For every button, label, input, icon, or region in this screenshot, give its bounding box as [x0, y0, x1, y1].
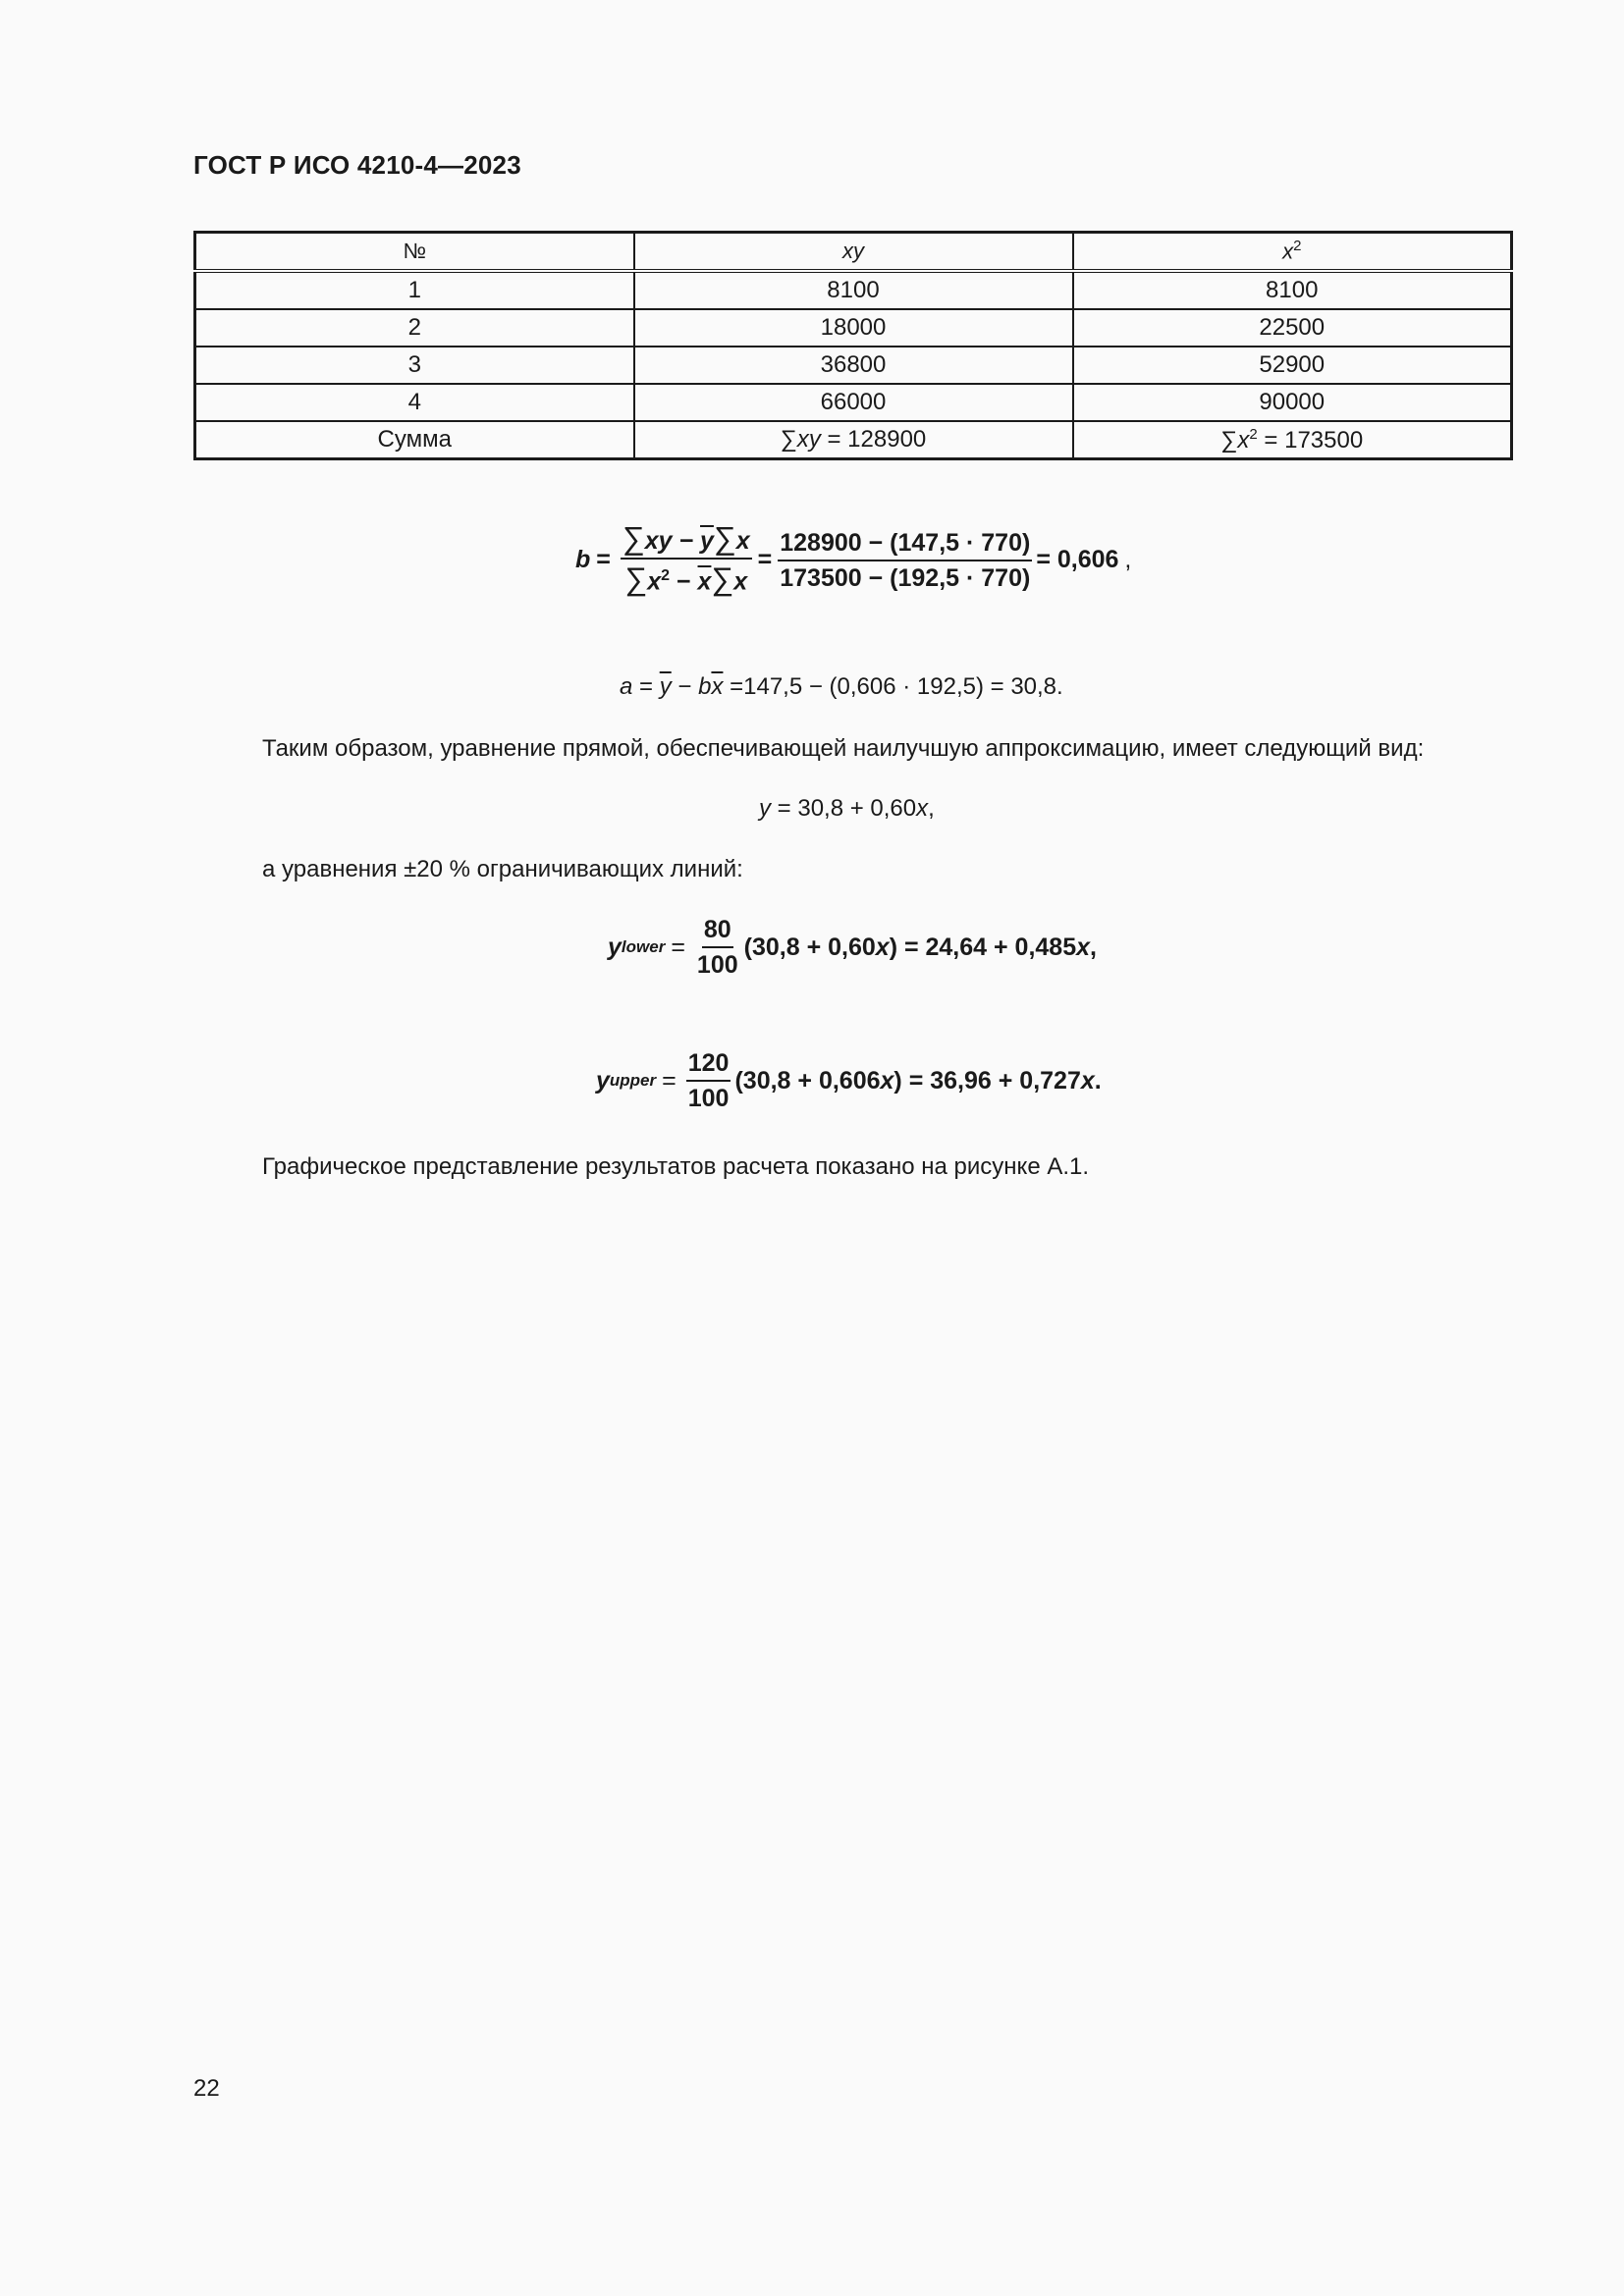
sum-x2-var: x [1237, 426, 1250, 454]
table-row [195, 384, 1512, 421]
paragraph-limit-lines: а уравнения ±20 % ограничивающих линий: [262, 856, 743, 882]
table-cell-x2: 8100 [1073, 271, 1512, 309]
formula-a-b: b [698, 673, 712, 700]
formula-a-a: a [620, 673, 633, 700]
table-cell-number: 4 [195, 384, 634, 421]
formula-b-num-xy: xy − [644, 527, 701, 555]
formula-b-num-x: x [735, 527, 750, 555]
formula-lower-close: ) = 24,64 + 0,485 [889, 933, 1077, 961]
formula-lower-fraction [695, 915, 740, 980]
formula-upper-end: . [1094, 1066, 1102, 1095]
table-sum-row [195, 421, 1512, 459]
table-cell-xy: 36800 [634, 347, 1073, 384]
calculation-table [193, 231, 1513, 460]
formula-lower-x2: x [1076, 933, 1091, 961]
formula-upper-body-text: (30,8 + 0,606 [734, 1066, 881, 1095]
paragraph-figure-reference: Графическое представление результатов расчета показано на рисунке А.1. [262, 1153, 1090, 1180]
formula-a-xbar: $\overline{x}$ [711, 673, 724, 700]
formula-b-num-symbolic [621, 520, 752, 560]
sigma-symbol: ∑ [711, 561, 734, 597]
sum-label: Сумма [195, 421, 634, 459]
table-cell-number: 2 [195, 309, 634, 347]
sum-x2 [1073, 421, 1512, 459]
formula-lower-y: y [608, 933, 622, 961]
formula-a-eq: = [632, 673, 660, 700]
table-cell-number: 3 [195, 347, 634, 384]
line-equation [759, 795, 935, 823]
formula-b-num-ybar: $\overline{y}$ [700, 527, 714, 555]
formula-upper-close: ) = 36,96 + 0,727 [893, 1066, 1081, 1095]
formula-upper-eq: = [662, 1066, 677, 1095]
formula-a [620, 673, 1063, 701]
line-equation-y: y [759, 795, 771, 822]
table-row [195, 271, 1512, 309]
formula-upper-x2: x [1080, 1066, 1095, 1095]
formula-b-fraction-numeric [778, 528, 1032, 593]
formula-a-ybar: $\overline{y}$ [659, 673, 672, 700]
formula-b-den-xbar: $\overline{x}$ [697, 567, 712, 596]
formula-b-den-x: x [647, 567, 662, 596]
formula-lower-body [608, 915, 1097, 980]
table-row [195, 347, 1512, 384]
formula-b-body [575, 520, 1132, 597]
table-cell-xy: 66000 [634, 384, 1073, 421]
formula-b-den-value: 173500 − (192,5 · 770) [780, 563, 1031, 592]
formula-upper-sub: upper [609, 1071, 657, 1090]
formula-b-fraction-symbolic [621, 520, 752, 597]
formula-a-minus: − [671, 673, 699, 700]
formula-upper-den: 100 [687, 1085, 730, 1112]
formula-b-eq: = [596, 546, 611, 574]
sigma-symbol: ∑ [713, 520, 736, 556]
table-cell-x2: 90000 [1073, 384, 1512, 421]
column-header-x2-exp: 2 [1293, 238, 1302, 255]
sum-xy-value: = 128900 [820, 426, 927, 453]
paragraph-best-fit: Таким образом, уравнение прямой, обеспечивающей наилучшую аппроксимацию, имеет следующий вид: [262, 735, 1425, 762]
formula-b-den-symbolic [623, 560, 749, 596]
table-row [195, 309, 1512, 347]
formula-upper-num: 120 [686, 1048, 731, 1082]
column-header-x2 [1073, 233, 1512, 272]
formula-upper-body [596, 1048, 1102, 1113]
formula-b-trail: , [1124, 546, 1132, 574]
line-equation-end: , [928, 795, 935, 822]
formula-a-rest: =147,5 − (0,606 · 192,5) = 30,8. [723, 673, 1063, 700]
formula-b-result: = 0,606 [1036, 546, 1119, 574]
formula-upper-x: x [880, 1066, 894, 1095]
document-header: ГОСТ Р ИСО 4210-4—2023 [193, 150, 521, 180]
table-cell-x2: 22500 [1073, 309, 1512, 347]
sum-x2-exp: 2 [1249, 425, 1258, 443]
column-header-number: № [195, 233, 634, 272]
formula-b-den-x2: x [733, 567, 748, 596]
formula-upper [596, 1048, 1102, 1113]
sum-xy [634, 421, 1073, 459]
line-equation-x: x [916, 795, 929, 822]
page-number: 22 [193, 2075, 220, 2102]
table-cell-xy: 18000 [634, 309, 1073, 347]
formula-lower-x: x [875, 933, 890, 961]
table-cell-number: 1 [195, 271, 634, 309]
formula-lower-num: 80 [702, 915, 733, 948]
formula-lower-body-text: (30,8 + 0,60 [743, 933, 876, 961]
sum-xy-sigma: ∑ [780, 426, 797, 453]
formula-b-eq2: = [757, 546, 773, 574]
formula-b-den-minus: − [670, 567, 698, 596]
sum-x2-sigma: ∑ [1220, 426, 1238, 454]
column-header-xy: xy [634, 233, 1073, 272]
formula-lower [608, 915, 1097, 980]
formula-upper-y: y [596, 1066, 610, 1095]
sigma-symbol: ∑ [624, 561, 648, 597]
sigma-symbol: ∑ [622, 520, 645, 556]
table-cell-x2: 52900 [1073, 347, 1512, 384]
table-header-row [195, 233, 1512, 272]
formula-b-num-value: 128900 − (147,5 · 770) [778, 528, 1032, 561]
sum-xy-var: xy [796, 426, 821, 453]
formula-b-den-exp: 2 [661, 567, 671, 584]
formula-b [575, 520, 1132, 597]
formula-lower-den: 100 [696, 951, 738, 979]
formula-lower-sub: lower [621, 937, 666, 956]
table-cell-xy: 8100 [634, 271, 1073, 309]
formula-b-lhs: b [575, 546, 591, 574]
formula-lower-end: , [1090, 933, 1097, 961]
formula-lower-eq: = [671, 933, 685, 961]
line-equation-mid: = 30,8 + 0,60 [771, 795, 917, 822]
column-header-x2-var: x [1282, 239, 1294, 264]
formula-upper-fraction [686, 1048, 731, 1113]
sum-x2-value: = 173500 [1257, 426, 1364, 454]
